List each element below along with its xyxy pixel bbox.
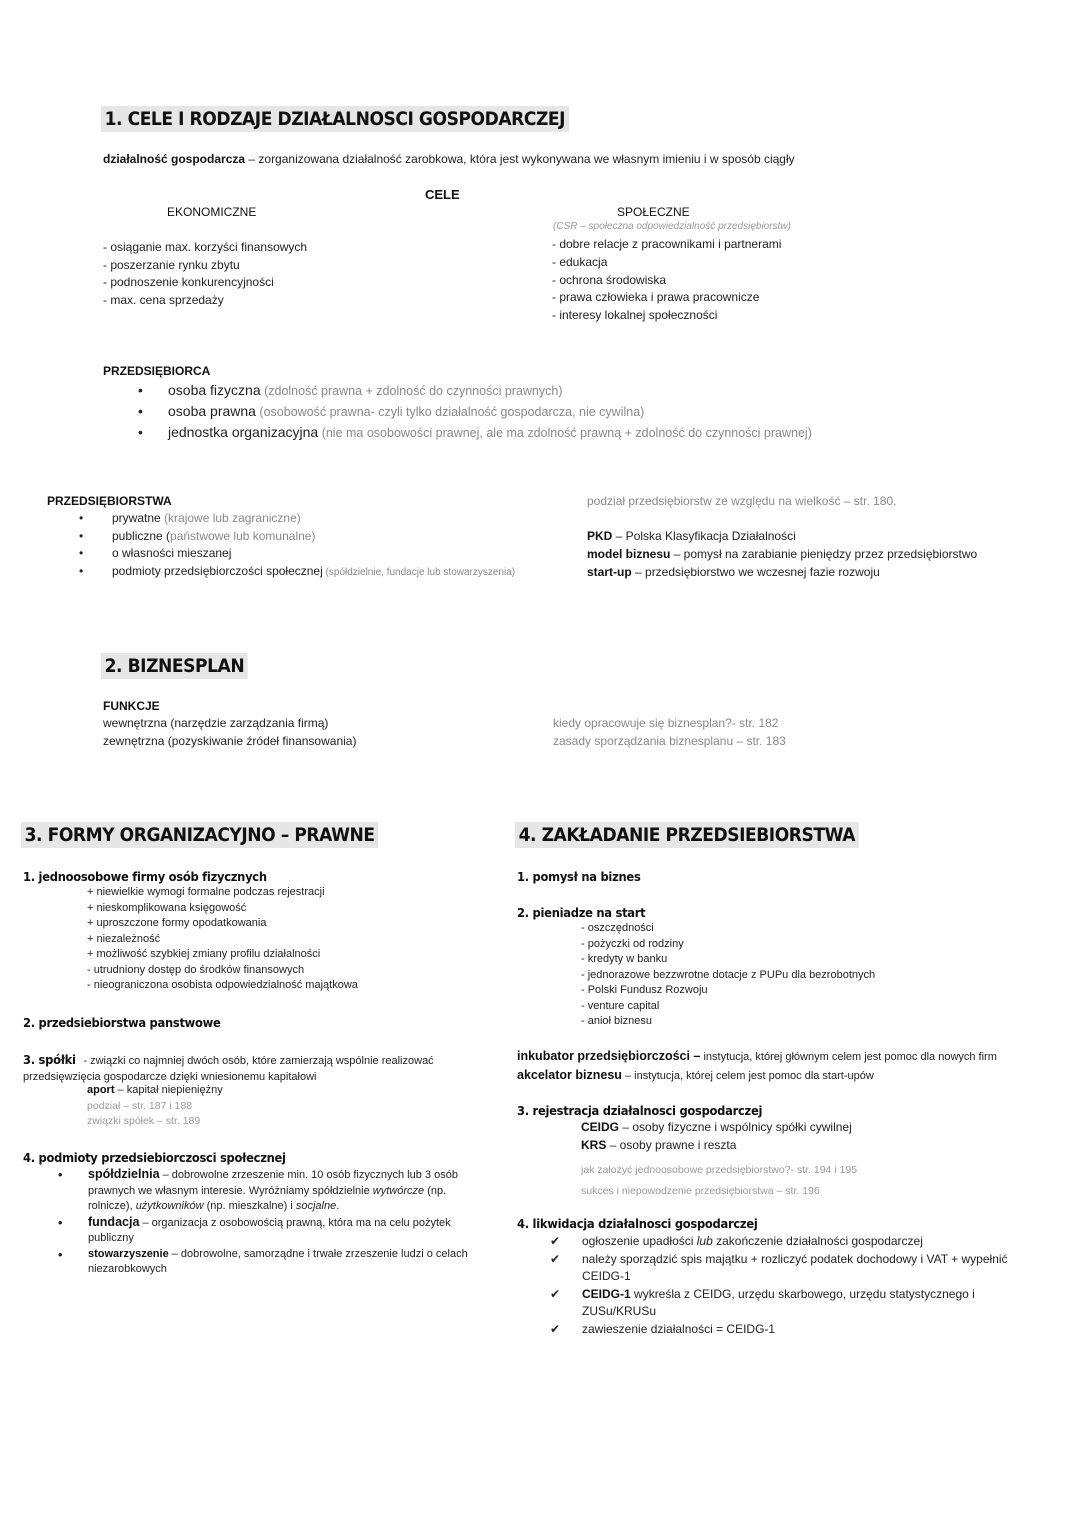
spoldzielnia-text: (np. <box>424 1184 447 1197</box>
przedsiebiorca-list <box>138 380 812 443</box>
ceidg-text: – osoby fizyczne i wspólnicy spółki cywilnej <box>619 1120 852 1134</box>
list-item <box>550 1251 1008 1286</box>
fundacja-term: fundacja <box>88 1214 140 1229</box>
s4-sub2-list <box>581 921 875 1030</box>
bullet-icon: • <box>58 1167 63 1182</box>
cele-heading: CELE <box>425 187 460 202</box>
list-item <box>550 1321 1008 1339</box>
ekonomiczne-list <box>103 239 307 309</box>
stowarzyszenie-term: stowarzyszenie <box>88 1247 169 1260</box>
s3-sub2-heading: 2. przedsiebiorstwa panstwowe <box>23 1015 221 1030</box>
item-italic: lub <box>696 1234 713 1248</box>
list-item: kiedy opracowuje się biznesplan?- str. 182 <box>553 716 779 730</box>
section-4-title: 4. ZAKŁADANIE PRZEDSIEBIORSTWA <box>515 822 859 848</box>
def-text: – przedsiębiorstwo we wczesnej fazie rozwoju <box>631 564 880 579</box>
csr-note: (CSR – społeczna odpowiedzialność przedsiębiorstw) <box>553 221 791 232</box>
item-main: o własności mieszanej <box>112 546 232 561</box>
def-term: start-up <box>587 564 632 579</box>
definition-line <box>103 151 795 167</box>
spoldzielnia-text: – dobrowolne zrzeszenie min. 10 osób fizycznych lub 3 osób <box>159 1169 458 1181</box>
list-item: + nieskomplikowana księgowość <box>87 901 247 914</box>
check-icon: ✔ <box>550 1286 561 1301</box>
section-3-title: 3. FORMY ORGANIZACYJNO – PRAWNE <box>21 822 378 848</box>
spoldzielnia-term: spółdzielnia <box>88 1167 160 1181</box>
stowarzyszenie-text: – dobrowolne, samorządne i trwałe zrzeszenie ludzi o celach <box>168 1247 468 1260</box>
funkcje-list <box>103 715 356 751</box>
list-item: - jednorazowe bezzwrotne dotacje z PUPu dla bezrobotnych <box>581 968 876 981</box>
fundacja-text: publiczny <box>88 1232 134 1244</box>
bullet-icon: • <box>79 528 84 543</box>
s4-sub2-heading: 2. pieniadze na start <box>517 905 646 920</box>
item-term: CEIDG-1 <box>582 1286 631 1301</box>
krs-term: KRS <box>581 1137 607 1152</box>
rejestracja-list <box>581 1119 852 1154</box>
list-item <box>138 422 812 443</box>
list-item <box>79 563 516 582</box>
list-item: - interesy lokalnej społeczności <box>552 308 718 323</box>
list-item: - anioł biznesu <box>581 1015 652 1027</box>
section-2-title: 2. BIZNESPLAN <box>101 653 248 679</box>
fundacja-text: – organizacja z osobowością prawną, która ma na celu pożytek <box>139 1216 451 1229</box>
check-icon: ✔ <box>550 1234 561 1248</box>
item-note: (zdolność prawna + zdolność do czynności prawnych) <box>260 384 563 398</box>
list-item: - max. cena sprzedaży <box>103 292 224 307</box>
item-note: (spółdzielnie, fundacje lub stowarzyszenia) <box>322 567 516 579</box>
akcelator-text: – instytucja, której celem jest pomoc dla start-upów <box>621 1069 874 1082</box>
funkcje-heading: FUNKCJE <box>103 699 160 713</box>
bullet-icon: • <box>138 382 143 398</box>
list-item: - pożyczki od rodziny <box>581 937 684 950</box>
aport-line <box>87 1083 223 1099</box>
def-text: – Polska Klasyfikacja Działalności <box>612 529 796 543</box>
list-item <box>587 564 977 582</box>
item-text: należy sporządzić spis majątku + rozliczyć podatek dochodowy i VAT + wypełnić <box>582 1251 1008 1266</box>
list-item <box>550 1233 1008 1251</box>
list-item: - Polski Fundusz Rozwoju <box>581 984 708 996</box>
s3-sub4-heading: 4. podmioty przedsiebiorczosci społecznej <box>23 1150 286 1165</box>
definitions-list <box>587 528 977 581</box>
item-text: zawieszenie działalności = CEIDG-1 <box>582 1321 776 1336</box>
list-item: + niewielkie wymogi formalne podczas rejestracji <box>87 886 325 898</box>
spoldzielnia-italic: użytkowników <box>135 1200 204 1212</box>
list-item: podział – str. 187 i 188 <box>87 1099 193 1112</box>
krs-text: – osoby prawne i reszta <box>606 1137 737 1152</box>
list-item: wewnętrzna (narzędzie zarządzania firmą) <box>103 716 329 730</box>
bullet-icon: • <box>79 511 84 525</box>
s3-sub3-heading: 3. spółki <box>23 1052 76 1067</box>
likwidacja-list <box>550 1233 1008 1339</box>
item-main: publiczne ( <box>112 528 171 543</box>
list-item <box>58 1167 488 1215</box>
sub3-line <box>23 1052 434 1070</box>
bullet-icon: • <box>138 403 143 419</box>
biznesplan-refs <box>553 715 786 751</box>
item-text: ZUSu/KRUSu <box>582 1304 657 1319</box>
list-item <box>587 546 977 564</box>
list-item <box>58 1214 488 1247</box>
s3-sub1-list <box>87 885 358 994</box>
list-item <box>138 380 812 401</box>
s4-sub1-heading: 1. pomysł na biznes <box>517 869 641 884</box>
przedsiebiorstwa-list <box>79 510 516 582</box>
list-item: - dobre relacje z pracownikami i partnerami <box>552 237 782 251</box>
definition-text: – zorganizowana działalność zarobkowa, która jest wykonywana we własnym imieniu i w sposób ciągły <box>245 152 795 166</box>
list-item: - poszerzanie rynku zbytu <box>103 257 240 272</box>
list-item <box>587 528 977 546</box>
list-item: - prawa człowieka i prawa pracownicze <box>552 290 760 305</box>
przedsiebiorca-heading: PRZEDSIĘBIORCA <box>103 364 211 378</box>
item-main: osoba fizyczna <box>168 382 261 398</box>
def-term: model biznesu <box>587 546 671 561</box>
list-item: + uproszczone formy opodatkowania <box>87 917 267 929</box>
list-item <box>138 401 812 422</box>
list-item: zasady sporządzania biznesplanu – str. 183 <box>553 733 786 748</box>
inkubator-text: instytucja, której głównym celem jest pomoc dla nowych firm <box>700 1051 997 1063</box>
inkubator-line <box>517 1048 997 1067</box>
s4-sub3-heading: 3. rejestracja działalnosci gospodarczej <box>517 1103 763 1118</box>
list-item <box>550 1286 1008 1321</box>
list-item: - nieograniczona osobista odpowiedzialność majątkowa <box>87 979 358 991</box>
s3-sub4-list <box>58 1167 488 1278</box>
item-main: podmioty przedsiębiorczości społecznej <box>112 564 323 579</box>
sub3-text: - związki co najmniej dwóch osób, które zamierzają wspólnie realizować <box>80 1055 434 1067</box>
item-note: (nie ma osobowości prawnej, ale ma zdolność prawną + zdolność do czynności prawnej) <box>318 426 812 440</box>
ceidg-term: CEIDG <box>581 1120 620 1134</box>
item-note: (osobowość prawna- czyli tylko działalność gospodarcza, nie cywilna) <box>255 405 645 419</box>
list-item: - kredyty w banku <box>581 953 668 965</box>
akcelator-line <box>517 1067 997 1086</box>
spoldzielnia-text: prawnych we własnym interesie. Wyróżniamy spółdzielnie <box>88 1184 373 1197</box>
spoleczne-heading: SPOŁECZNE <box>617 205 690 219</box>
podzial-ref: podział przedsiębiorstw ze względu na wielkość – str. 180. <box>587 494 897 508</box>
list-item <box>79 528 515 546</box>
list-item <box>581 1119 852 1137</box>
list-item: - osiąganie max. korzyści finansowych <box>103 240 308 254</box>
s3-sub3-details <box>87 1083 223 1130</box>
item-main: osoba prawna <box>168 403 256 419</box>
list-item: - utrudniony dostęp do środków finansowych <box>87 963 305 976</box>
definition-term: działalność gospodarcza <box>103 152 246 166</box>
list-item: związki spółek – str. 189 <box>87 1115 201 1127</box>
bullet-icon: • <box>79 564 84 579</box>
def-term: PKD <box>587 529 613 543</box>
check-icon: ✔ <box>550 1321 561 1336</box>
rejestracja-refs <box>581 1160 857 1202</box>
spoldzielnia-italic: wytwórcze <box>372 1184 425 1197</box>
list-item: sukces i niepowodzenie przedsiębiorstwa – str. 196 <box>581 1185 820 1197</box>
s4-sub4-heading: 4. likwidacja działalnosci gospodarczej <box>517 1216 758 1231</box>
item-main: prywatne <box>112 511 161 525</box>
aport-text: – kapitał niepieniężny <box>114 1084 223 1096</box>
list-item: - edukacja <box>552 254 608 269</box>
list-item: jak założyć jednoosobowe przedsiębiorstwo?- str. 194 i 195 <box>581 1164 858 1176</box>
def-text: – pomysł na zarabianie pieniędzy przez przedsiębiorstwo <box>670 546 978 561</box>
item-main: jednostka organizacyjna <box>168 424 319 440</box>
item-text: ogłoszenie upadłości <box>582 1234 697 1248</box>
item-text: CEIDG-1 <box>582 1269 631 1284</box>
section-1-title: 1. CELE I RODZAJE DZIAŁALNOSCI GOSPODARCZEJ <box>101 106 569 132</box>
ekonomiczne-heading: EKONOMICZNE <box>167 205 257 219</box>
inkubator-term: inkubator przedsiębiorczości – <box>517 1049 701 1063</box>
spoleczne-list <box>552 236 781 325</box>
list-item: + możliwość szybkiej zmiany profilu działalności <box>87 948 321 960</box>
inkubator-block <box>517 1048 997 1085</box>
list-item <box>79 545 515 563</box>
bullet-icon: • <box>58 1246 63 1262</box>
list-item <box>79 510 515 528</box>
check-icon: ✔ <box>550 1251 561 1266</box>
s3-sub1-heading: 1. jednoosobowe firmy osób fizycznych <box>23 869 267 884</box>
list-item: + niezależność <box>87 932 161 945</box>
s3-sub3-block <box>23 1052 434 1085</box>
sub3-text2: przedsięwzięcia gospodarcze dzięki wniesionemu kapitałowi <box>23 1070 317 1083</box>
akcelator-term: akcelator biznesu <box>517 1067 622 1082</box>
spoldzielnia-italic: socjalne <box>295 1200 337 1212</box>
list-item: - podnoszenie konkurencyjności <box>103 275 274 289</box>
item-note: (krajowe lub zagraniczne) <box>160 511 301 525</box>
stowarzyszenie-text: niezarobkowych <box>88 1263 167 1275</box>
item-text: zakończenie działalności gospodarczej <box>712 1234 923 1248</box>
list-item: - ochrona środowiska <box>552 272 667 287</box>
item-note: państwowe lub komunalne) <box>170 528 316 543</box>
przedsiebiorstwa-heading: PRZEDSIĘBIORSTWA <box>47 494 172 508</box>
bullet-icon: • <box>138 424 143 440</box>
list-item: - oszczędności <box>581 922 654 934</box>
list-item: - venture capital <box>581 999 660 1012</box>
spoldzielnia-text: (np. mieszkalne) i <box>203 1200 296 1212</box>
spoldzielnia-text: . <box>336 1200 340 1212</box>
bullet-icon: • <box>79 546 84 561</box>
list-item <box>58 1246 488 1278</box>
aport-term: aport <box>87 1084 115 1096</box>
list-item: zewnętrzna (pozyskiwanie źródeł finansowania) <box>103 733 357 748</box>
list-item <box>581 1137 852 1155</box>
spoldzielnia-text: rolnicze), <box>88 1200 136 1212</box>
item-text: wykreśla z CEIDG, urzędu skarbowego, urzędu statystycznego i <box>630 1286 975 1301</box>
bullet-icon: • <box>58 1214 63 1230</box>
